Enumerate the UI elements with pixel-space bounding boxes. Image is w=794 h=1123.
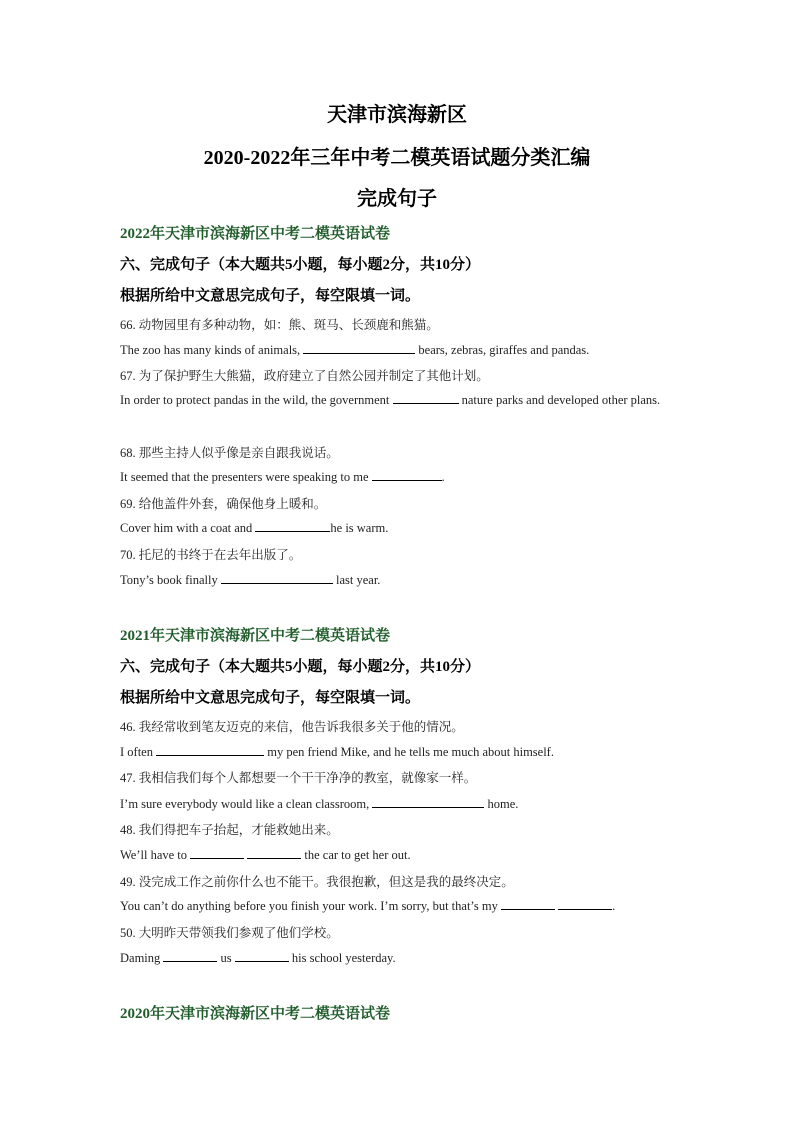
question-en-47: I’m sure everybody would like a clean classroom, home. <box>120 797 519 811</box>
answer-blank <box>393 391 459 404</box>
part-title-2021: 六、完成句子（本大题共5小题，每小题2分，共10分） <box>120 659 481 675</box>
answer-blank <box>235 949 289 962</box>
question-en-70: Tony’s book finally last year. <box>120 573 381 587</box>
answer-blank <box>221 571 333 584</box>
answer-blank <box>247 846 301 859</box>
answer-blank <box>303 341 415 354</box>
question-cn-67: 67. 为了保护野生大熊猫，政府建立了自然公园并制定了其他计划。 <box>120 369 489 383</box>
section-heading-2022: 2022年天津市滨海新区中考二模英语试卷 <box>120 226 391 242</box>
answer-blank <box>255 519 330 532</box>
section-heading-2020: 2020年天津市滨海新区中考二模英语试卷 <box>120 1006 391 1022</box>
question-cn-69: 69. 给他盖件外套，确保他身上暖和。 <box>120 497 327 511</box>
doc-title-main: 2020-2022年三年中考二模英语试题分类汇编 <box>203 147 591 169</box>
question-cn-49: 49. 没完成工作之前你什么也不能干。我很抱歉，但这是我的最终决定。 <box>120 875 514 889</box>
part-title-2022: 六、完成句子（本大题共5小题，每小题2分，共10分） <box>120 257 481 273</box>
question-cn-48: 48. 我们得把车子抬起，才能救她出来。 <box>120 823 339 837</box>
question-cn-47: 47. 我相信我们每个人都想要一个干干净净的教室，就像家一样。 <box>120 771 477 785</box>
answer-blank <box>156 743 264 756</box>
question-cn-50: 50. 大明昨天带领我们参观了他们学校。 <box>120 926 339 940</box>
doc-title-region: 天津市滨海新区 <box>327 104 467 126</box>
instruction-2021: 根据所给中文意思完成句子，每空限填一词。 <box>120 690 421 706</box>
answer-blank <box>372 795 484 808</box>
question-en-48: We’ll have to the car to get her out. <box>120 848 411 862</box>
answer-blank <box>372 468 442 481</box>
question-en-46: I often my pen friend Mike, and he tells me much about himself. <box>120 745 554 759</box>
question-en-66: The zoo has many kinds of animals, bears, zebras, giraffes and pandas. <box>120 343 590 357</box>
answer-blank <box>163 949 217 962</box>
question-cn-46: 46. 我经常收到笔友迈克的来信，他告诉我很多关于他的情况。 <box>120 720 464 734</box>
question-cn-66: 66. 动物园里有多种动物，如：熊、斑马、长颈鹿和熊猫。 <box>120 318 439 332</box>
question-cn-70: 70. 托尼的书终于在去年出版了。 <box>120 548 302 562</box>
question-en-49: You can’t do anything before you finish your work. I’m sorry, but that’s my . <box>120 899 616 913</box>
question-cn-68: 68. 那些主持人似乎像是亲自跟我说话。 <box>120 446 339 460</box>
answer-blank <box>190 846 244 859</box>
answer-blank <box>558 897 612 910</box>
question-en-50: Daming us his school yesterday. <box>120 951 396 965</box>
question-en-69: Cover him with a coat and he is warm. <box>120 521 389 535</box>
section-heading-2021: 2021年天津市滨海新区中考二模英语试卷 <box>120 628 391 644</box>
doc-title-topic: 完成句子 <box>357 188 437 210</box>
question-en-67: In order to protect pandas in the wild, the government nature parks and developed other plans. <box>120 393 661 407</box>
instruction-2022: 根据所给中文意思完成句子，每空限填一词。 <box>120 288 421 304</box>
question-en-68: It seemed that the presenters were speaking to me . <box>120 470 445 484</box>
answer-blank <box>501 897 555 910</box>
